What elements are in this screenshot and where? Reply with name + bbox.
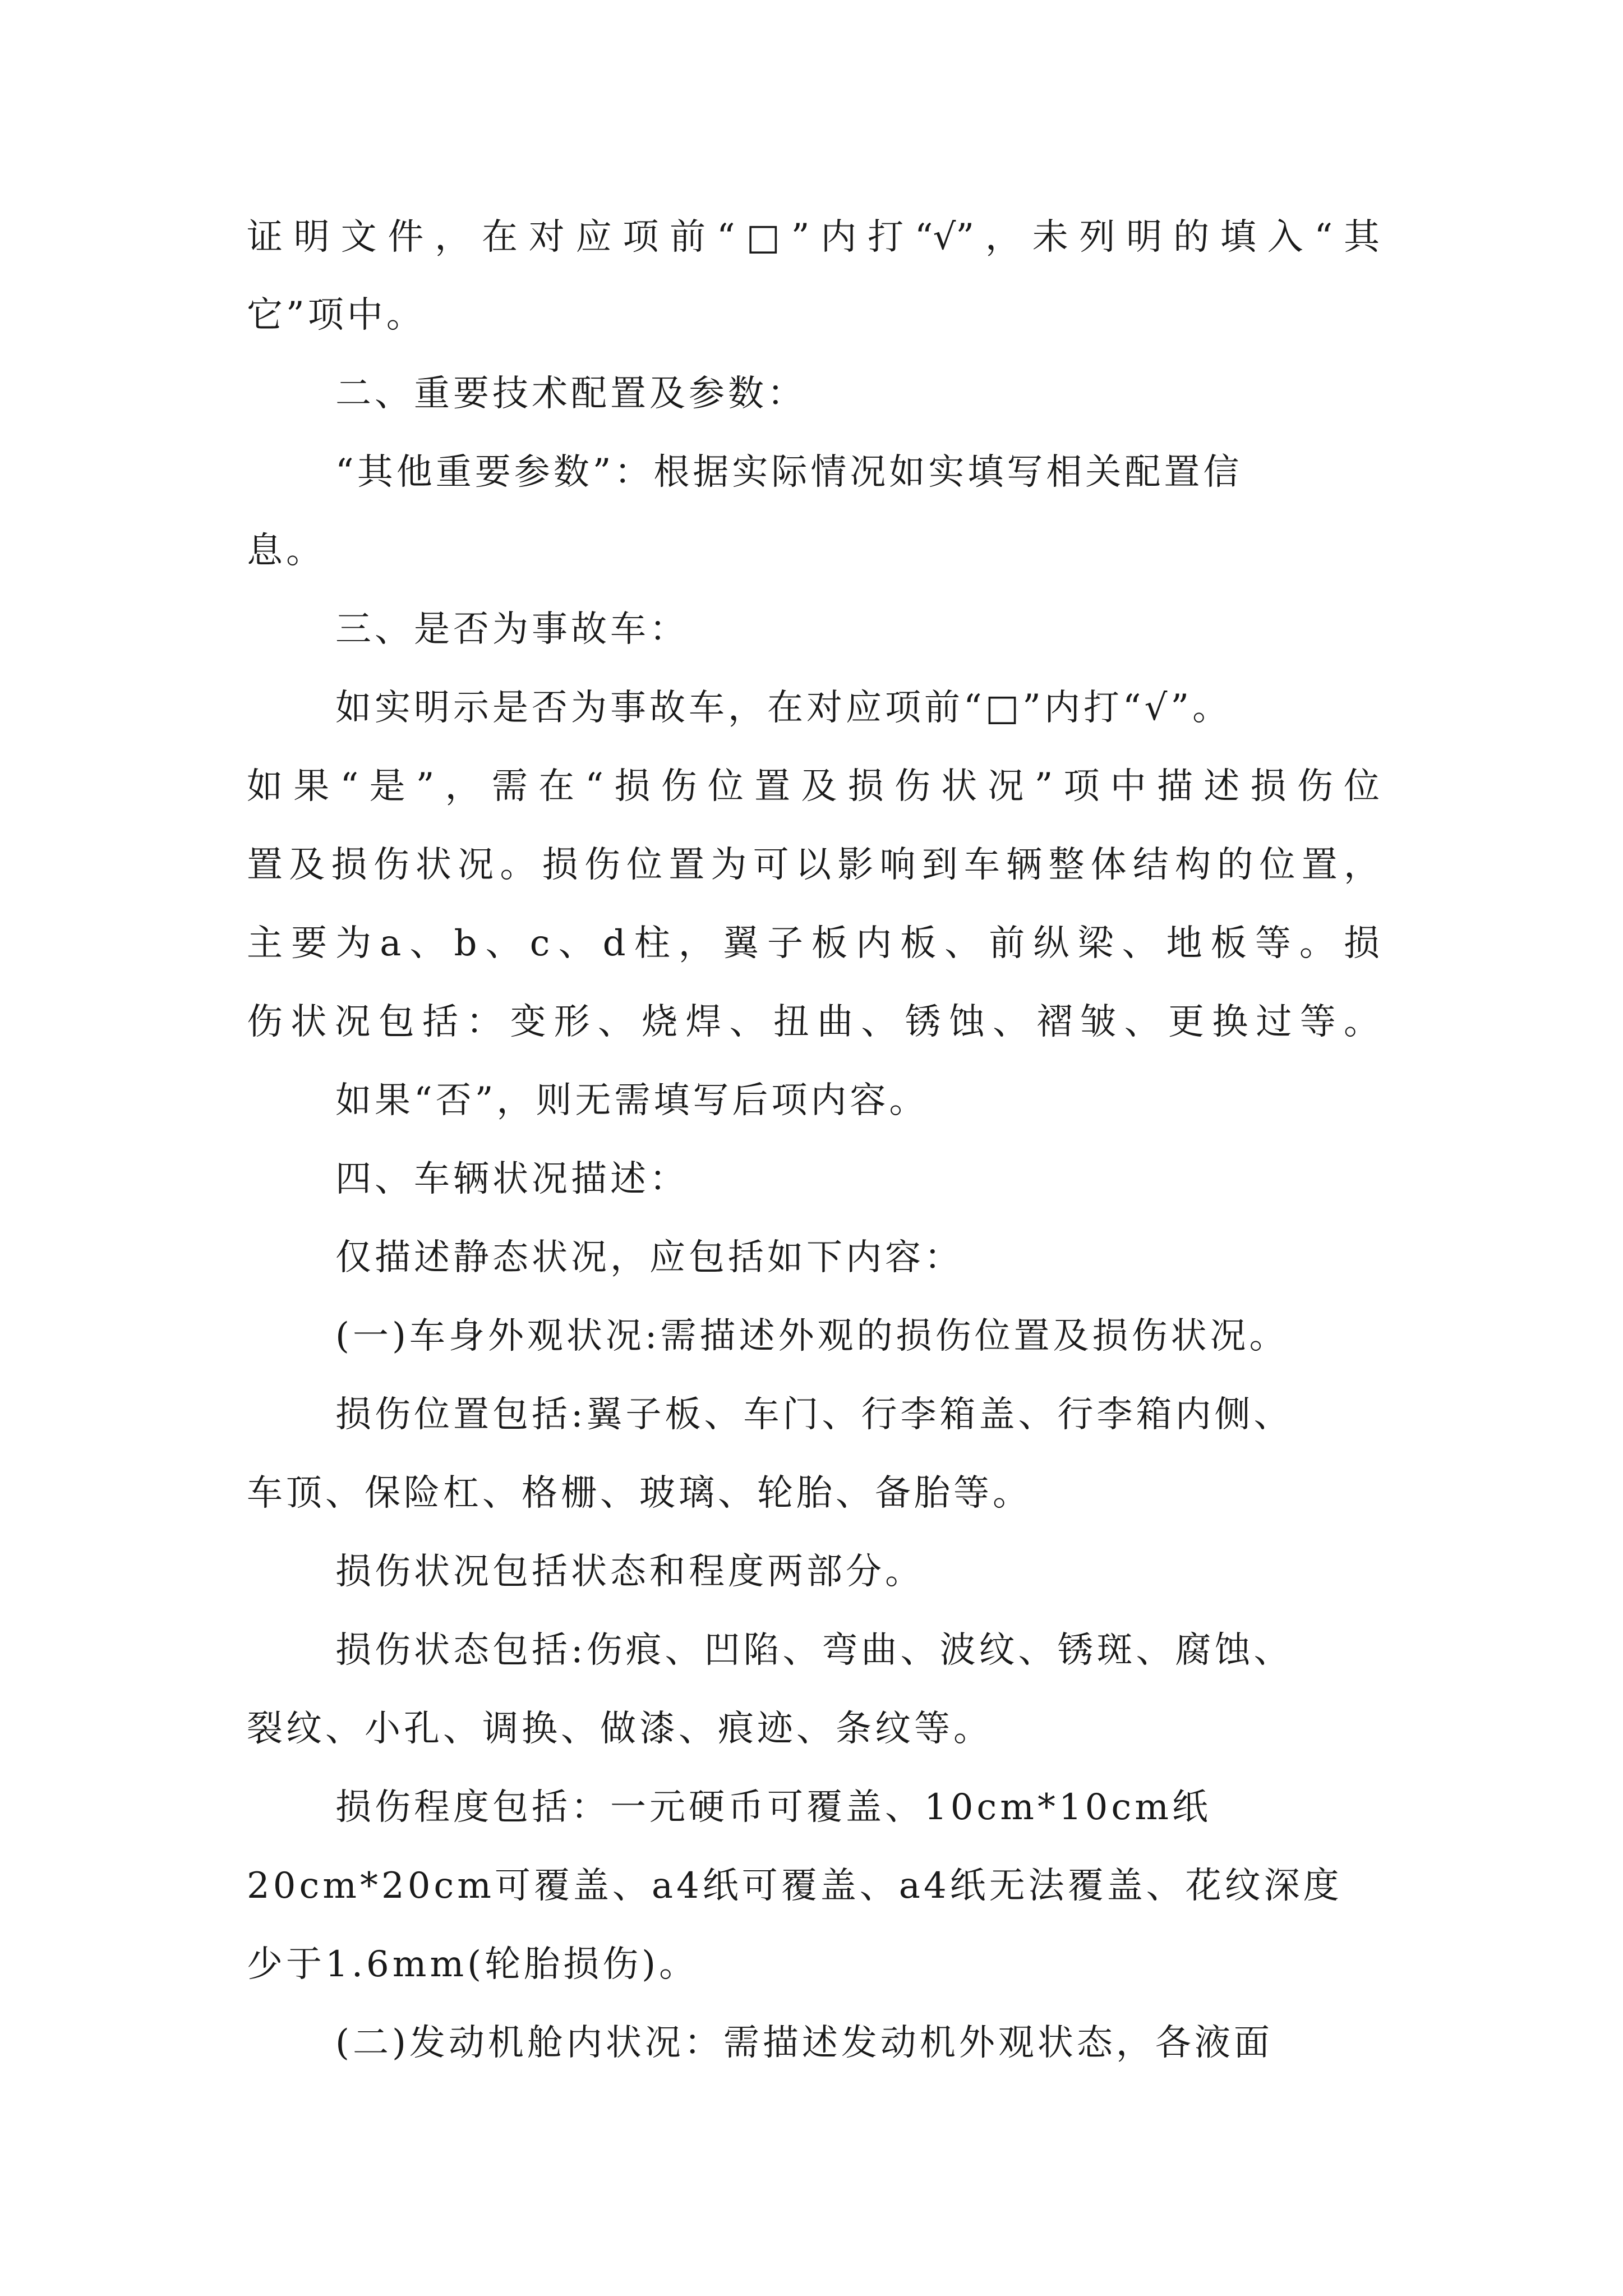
text-line-8: 如果“是”，需在“损伤位置及损伤状况”项中描述损伤位	[247, 766, 1380, 807]
text-line-5: 息。	[247, 530, 325, 572]
text-line-22: 20cm*20cm可覆盖、a4纸可覆盖、a4纸无法覆盖、花纹深度	[247, 1865, 1343, 1907]
text-line-20: 裂纹、小孔、调换、做漆、痕迹、条纹等。	[247, 1708, 993, 1750]
text-line-19: 损伤状态包括:伤痕、凹陷、弯曲、波纹、锈斑、腐蚀、	[335, 1630, 1293, 1671]
text-line-11: 伤状况包括：变形、烧焊、扭曲、锈蚀、褶皱、更换过等。	[247, 1001, 1380, 1043]
text-line-4: “其他重要参数”：根据实际情况如实填写相关配置信	[335, 452, 1243, 493]
text-line-14: 仅描述静态状况，应包括如下内容：	[335, 1237, 963, 1278]
text-line-10: 主要为a、b、c、d柱，翼子板内板、前纵梁、地板等。损	[247, 923, 1380, 964]
section-heading-4: 四、车辆状况描述：	[335, 1158, 689, 1200]
section-heading-3: 三、是否为事故车：	[335, 609, 689, 650]
text-line-16: 损伤位置包括:翼子板、车门、行李箱盖、行李箱内侧、	[335, 1394, 1293, 1435]
text-line-9: 置及损伤状况。损伤位置为可以影响到车辆整体结构的位置，	[247, 844, 1380, 886]
subsection-heading-2: (二)发动机舱内状况：需描述发动机外观状态，各液面	[335, 2022, 1273, 2064]
section-heading-2: 二、重要技术配置及参数：	[335, 373, 806, 415]
text-line-23: 少于1.6mm(轮胎损伤)。	[247, 1944, 699, 1985]
text-line-7: 如实明示是否为事故车，在对应项前“□”内打“√”。	[335, 687, 1232, 729]
text-line-12: 如果“否”，则无需填写后项内容。	[335, 1080, 929, 1121]
text-line-21: 损伤程度包括：一元硬币可覆盖、10cm*10cm纸	[335, 1787, 1211, 1828]
subsection-heading-1: (一)车身外观状况:需描述外观的损伤位置及损伤状况。	[335, 1315, 1289, 1357]
text-line-1: 证明文件，在对应项前“□”内打“√”，未列明的填入“其	[247, 217, 1380, 258]
text-line-17: 车顶、保险杠、格栅、玻璃、轮胎、备胎等。	[247, 1473, 1032, 1514]
text-line-18: 损伤状况包括状态和程度两部分。	[335, 1551, 924, 1593]
text-line-2: 它”项中。	[247, 295, 426, 336]
